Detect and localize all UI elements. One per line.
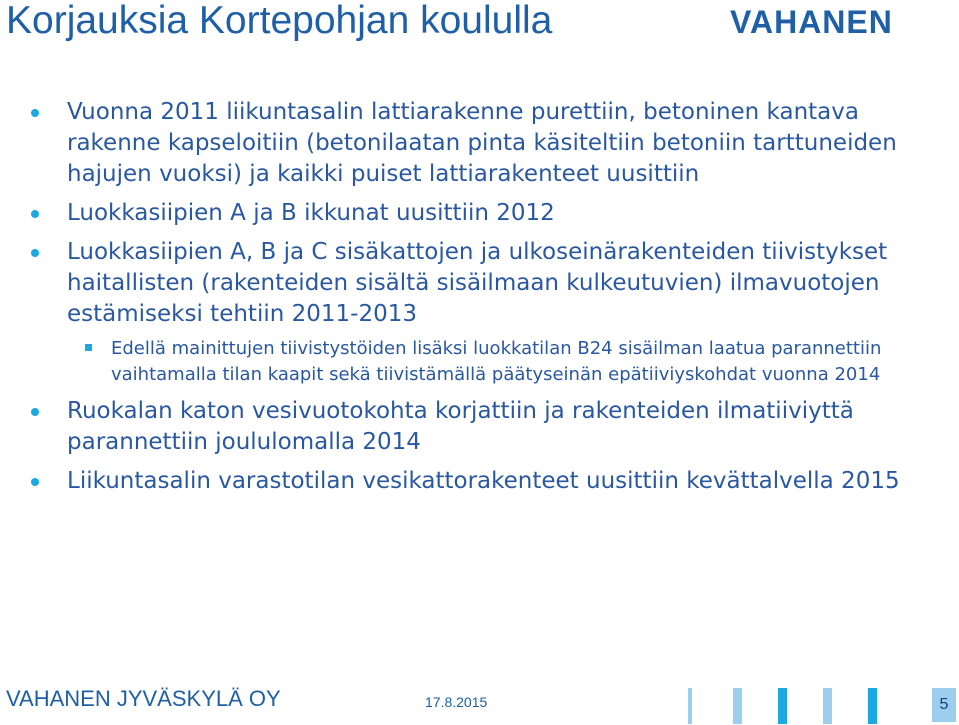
square-bullet-icon [85,344,92,351]
bullet-dot-icon [31,408,39,416]
decorative-bars [688,688,893,724]
sub-bullet-item [67,336,910,388]
bullet-item [30,97,910,190]
bullet-dot-icon [31,210,39,218]
slide-content [30,97,910,505]
bullet-text: Luokkasiipien A, B ja C sisäkattojen ja ulkoseinärakenteiden tiivistykset haitallisten (rakenteiden sisältä sisäilmaan kulkeutuvien) ilmavuotojen estämiseksi tehtiin 2011-2013 [67,239,888,327]
sub-bullet-list [67,336,910,388]
bullet-list [30,97,910,497]
decorative-bar [778,688,787,724]
decorative-bar [868,688,877,724]
logo-text: VAHANEN [730,4,893,40]
slide-title: Korjauksia Kortepohjan koululla [6,0,553,42]
bullet-dot-icon [31,478,39,486]
sub-bullet-text: Edellä mainittujen tiivistystöiden lisäksi luokkatilan B24 sisäilman laatua parannettiin vaihtamalla tilan kaapit sekä tiivistämällä päätyseinän epätiiviyskohdat vuonna 2014 [111,338,882,385]
footer-date: 17.8.2015 [425,694,488,710]
decorative-bar [823,688,832,724]
bullet-item [30,198,910,229]
bullet-item [30,466,910,497]
footer-company: VAHANEN JYVÄSKYLÄ OY [6,686,281,711]
bullet-dot-icon [31,249,39,257]
bullet-dot-icon [31,109,39,117]
decorative-bar [733,688,742,724]
bullet-text: Liikuntasalin varastotilan vesikattorakenteet uusittiin kevättalvella 2015 [67,468,900,494]
bullet-text: Luokkasiipien A ja B ikkunat uusittiin 2012 [67,200,555,226]
page-number: 5 [932,688,956,722]
bullet-item [30,237,910,388]
bullet-text: Ruokalan katon vesivuotokohta korjattiin ja rakenteiden ilmatiiviyttä parannettiin joululomalla 2014 [67,398,854,455]
decorative-bar [688,688,692,724]
bullet-item [30,396,910,458]
bullet-text: Vuonna 2011 liikuntasalin lattiarakenne purettiin, betoninen kantava rakenne kapseloitiin (betonilaatan pinta käsiteltiin betoniin tarttuneiden hajujen vuoksi) ja kaikki puiset lattiarakenteet uusittiin [67,99,897,187]
vahanen-logo [730,4,893,40]
